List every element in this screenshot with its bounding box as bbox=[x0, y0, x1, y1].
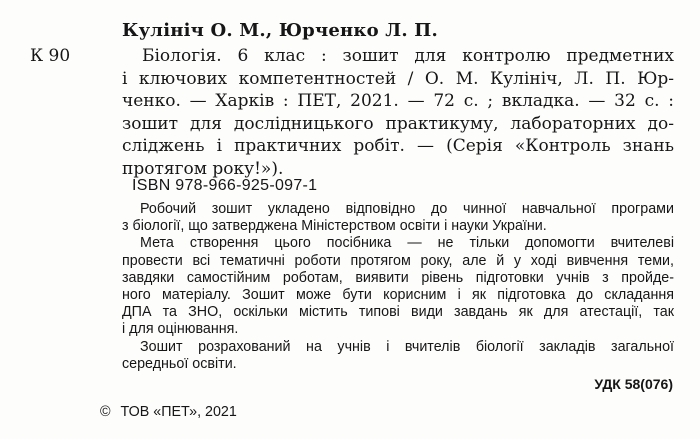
catalog-line: і ключових компетентностей / О. М. Кулініч, Л. П. Юр- bbox=[122, 68, 674, 89]
catalog-line: протягом року!»). bbox=[122, 158, 284, 179]
catalog-line: сліджень і практичних робіт. — (Серія «Контроль знань bbox=[122, 136, 674, 157]
annotation-line: Робочий зошит укладено відповідно до чинної навчальної програми bbox=[140, 201, 674, 217]
catalog-line: ченко. — Харків : ПЕТ, 2021. — 72 с. ; вкладка. — 32 с. : bbox=[122, 91, 674, 112]
annotation-text bbox=[122, 201, 674, 373]
catalog-line: Біологія. 6 клас : зошит для контролю предметних bbox=[142, 46, 674, 66]
annotation-line: завдяки самостійним роботам, виявити рівень підготовки учнів з пройде- bbox=[122, 269, 674, 286]
bibliographic-description bbox=[122, 45, 674, 181]
copyright-line bbox=[100, 404, 237, 420]
authors-heading: Кулініч О. М., Юрченко Л. П. bbox=[122, 20, 438, 41]
copyright-holder: ТОВ «ПЕТ», 2021 bbox=[120, 404, 237, 420]
udk-code: УДК 58(076) bbox=[594, 376, 673, 392]
annotation-line: Мета створення цього посібника — не тільки допомогти вчителеві bbox=[140, 235, 674, 252]
annotation-line: Зошит розрахований на учнів і вчителів біології закладів загальної bbox=[140, 338, 674, 355]
isbn-number: ISBN 978-966-925-097-1 bbox=[132, 177, 318, 194]
annotation-line: провести всі тематичні роботи протягом року, але й у ході вивчення теми, bbox=[122, 252, 674, 269]
copyright-symbol: © bbox=[100, 404, 111, 420]
annotation-line: ного матеріалу. Зошит може бути корисним і як підготовка до складання bbox=[122, 287, 674, 304]
catalog-line: зошит для дослідницького практикуму, лабораторних до- bbox=[122, 113, 674, 134]
classification-code: К 90 bbox=[30, 46, 71, 66]
annotation-line: ДПА та ЗНО, оскільки містить типові види завдань як для атестації, так bbox=[122, 304, 674, 321]
annotation-line: середньої освіти. bbox=[122, 355, 237, 372]
annotation-line: з біології, що затверджена Міністерством освіти і науки України. bbox=[122, 218, 547, 235]
annotation-line: і для оцінювання. bbox=[122, 321, 239, 338]
